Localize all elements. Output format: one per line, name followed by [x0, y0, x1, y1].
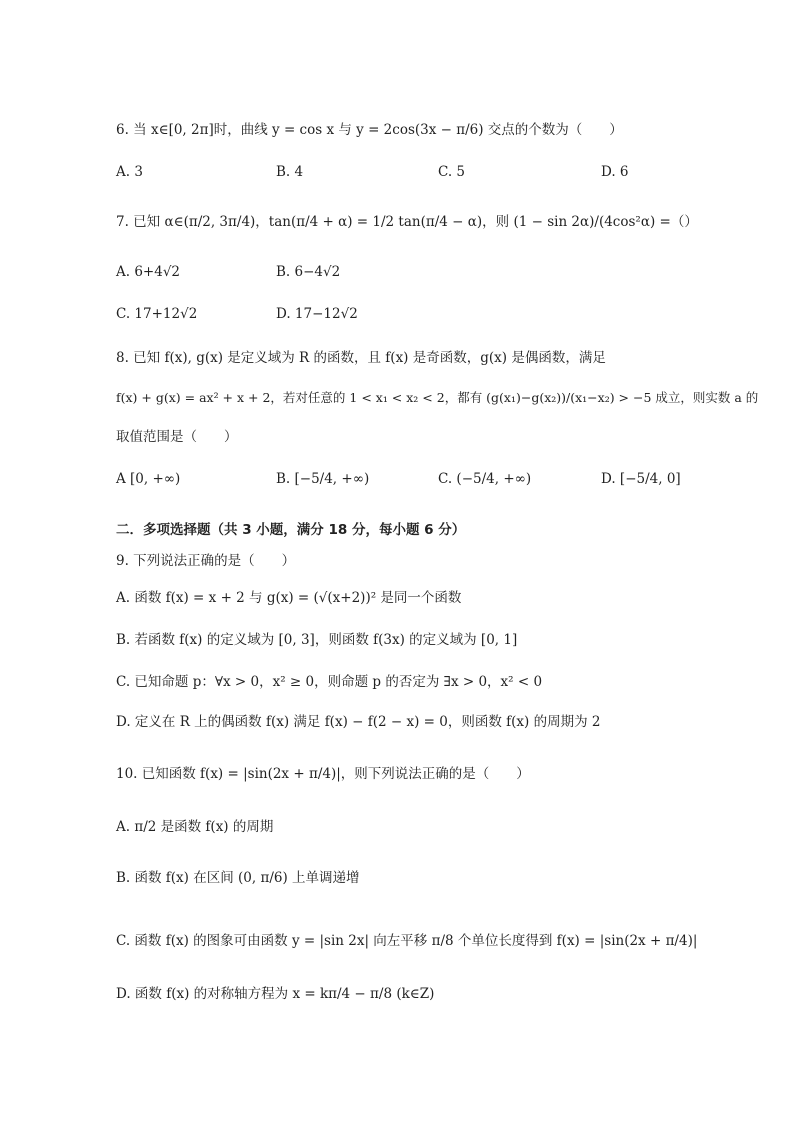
- question-6-option-a: A. 3: [116, 164, 143, 180]
- question-6-option-b: B. 4: [276, 164, 304, 180]
- question-8-stem-line-2: f(x) + g(x) = ax² + x + 2，若对任意的 1 < x₁ < x₂ < 2，都有 (g(x₁)−g(x₂))/(x₁−x₂) > −5 成立，则实数 a 的: [116, 390, 759, 405]
- question-7-stem: 7. 已知 α∈(π/2, 3π/4)，tan(π/4 + α) = 1/2 tan(π/4 − α)，则 (1 − sin 2α)/(4cos²α) =（）: [116, 214, 698, 230]
- question-7-option-c: C. 17+12√2: [116, 306, 198, 322]
- question-8-option-b: B. [−5/4, +∞): [276, 471, 370, 487]
- section-2-title: 二．多项选择题（共 3 小题，满分 18 分，每小题 6 分）: [116, 522, 466, 538]
- question-6-option-d: D. 6: [601, 164, 629, 180]
- question-7-option-d: D. 17−12√2: [276, 306, 358, 322]
- question-8-stem-line-1: 8. 已知 f(x), g(x) 是定义域为 R 的函数，且 f(x) 是奇函数，g(x) 是偶函数，满足: [116, 350, 606, 366]
- question-7-option-a: A. 6+4√2: [116, 264, 181, 280]
- question-10-option-d: D. 函数 f(x) 的对称轴方程为 x = kπ/4 − π/8 (k∈Z): [116, 986, 435, 1002]
- question-9-option-a: A. 函数 f(x) = x + 2 与 g(x) = (√(x+2))² 是同一个函数: [116, 590, 462, 606]
- question-8-option-c: C. (−5/4, +∞): [438, 471, 532, 487]
- question-8-option-d: D. [−5/4, 0]: [601, 471, 681, 487]
- question-9-option-b: B. 若函数 f(x) 的定义域为 [0, 3]，则函数 f(3x) 的定义域为 [0, 1]: [116, 632, 518, 648]
- question-7-option-b: B. 6−4√2: [276, 264, 341, 280]
- question-10-option-a: A. π/2 是函数 f(x) 的周期: [116, 819, 274, 835]
- question-10-option-b: B. 函数 f(x) 在区间 (0, π/6) 上单调递增: [116, 870, 360, 886]
- question-9-option-d: D. 定义在 R 上的偶函数 f(x) 满足 f(x) − f(2 − x) = 0，则函数 f(x) 的周期为 2: [116, 714, 601, 730]
- question-8-option-a: A [0, +∞): [116, 471, 181, 487]
- question-6-stem: 6. 当 x∈[0, 2π]时，曲线 y = cos x 与 y = 2cos(3x − π/6) 交点的个数为（ ）: [116, 122, 623, 138]
- question-10-stem: 10. 已知函数 f(x) = |sin(2x + π/4)|，则下列说法正确的是（ ）: [116, 766, 530, 782]
- question-8-stem-line-3: 取值范围是（ ）: [116, 429, 238, 445]
- question-9-option-c: C. 已知命题 p：∀x > 0，x² ≥ 0，则命题 p 的否定为 ∃x > 0，x² < 0: [116, 674, 543, 690]
- question-9-stem: 9. 下列说法正确的是（ ）: [116, 553, 296, 569]
- question-10-option-c: C. 函数 f(x) 的图象可由函数 y = |sin 2x| 向左平移 π/8 个单位长度得到 f(x) = |sin(2x + π/4)|: [116, 933, 698, 949]
- question-6-option-c: C. 5: [438, 164, 466, 180]
